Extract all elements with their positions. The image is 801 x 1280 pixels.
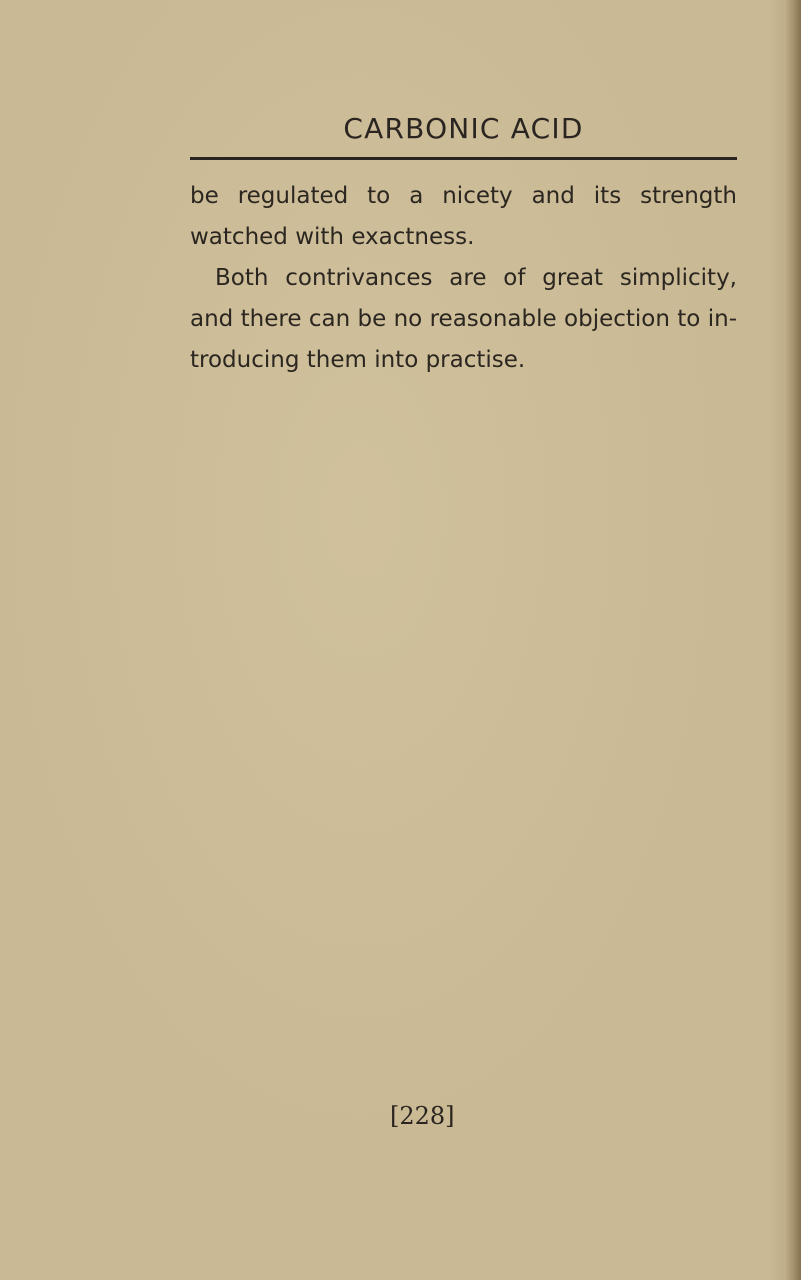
- header-rule: [190, 157, 737, 160]
- body-text: [190, 176, 737, 381]
- text-line: and there can be no reasonable objection to in-: [190, 306, 737, 332]
- text-line: troducing them into practise.: [190, 347, 526, 373]
- text-line: Both contrivances are of great simplicity,: [215, 265, 737, 291]
- text-line: be regulated to a nicety and its strength: [190, 183, 737, 209]
- page-number: [228]: [390, 1102, 455, 1130]
- page-edge-shadow: [785, 0, 801, 1280]
- text-line: watched with exactness.: [190, 224, 475, 250]
- running-head: CARBONIC ACID: [343, 112, 584, 145]
